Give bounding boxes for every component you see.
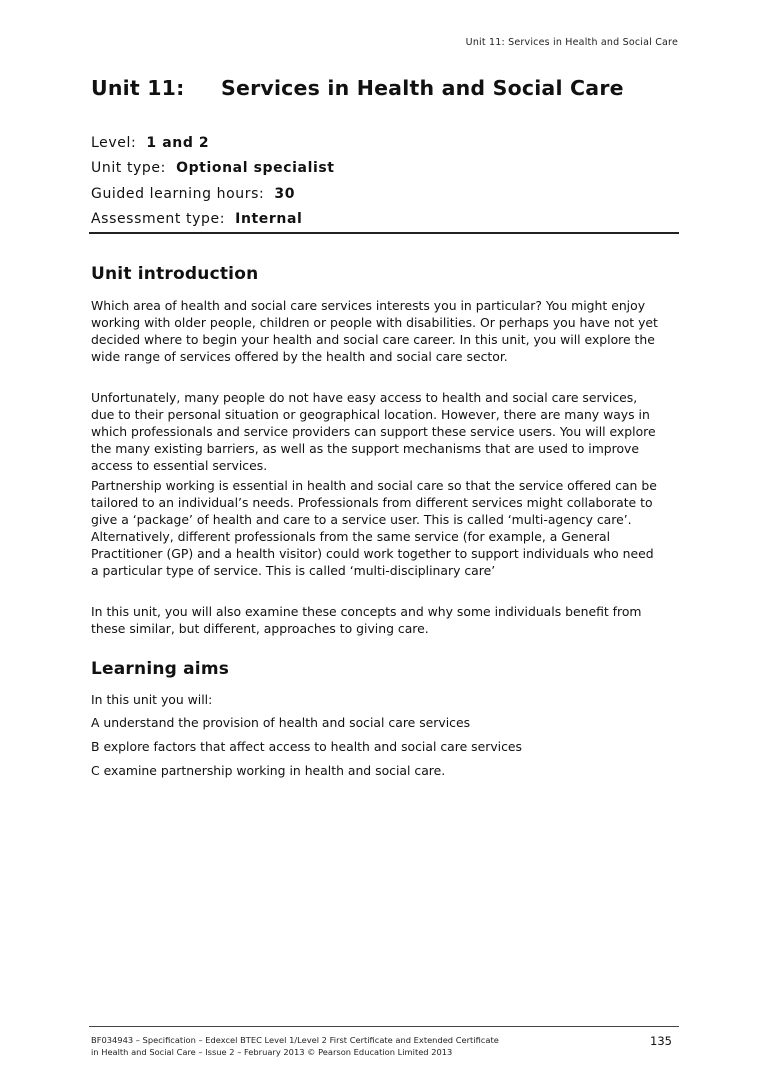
assessment-label: Assessment type: [91,211,226,227]
learning-aim-c: C examine partnership working in health and social care. [91,763,446,778]
footer-line-1: BF034943 – Specification – Edexcel BTEC Level 1/Level 2 First Certificate and Extended Certificate [91,1035,499,1045]
unit-name: Services in Health and Social Care [221,76,624,100]
learning-aim-b: B explore factors that affect access to health and social care services [91,739,522,754]
glh-label: Guided learning hours: [91,186,265,202]
unit-type-label: Unit type: [91,160,166,176]
page-number: 135 [650,1034,672,1048]
level-value: 1 and 2 [146,135,210,151]
footer-line-2: in Health and Social Care – Issue 2 – February 2013 © Pearson Education Limited 2013 [91,1047,453,1057]
unit-title [91,76,681,100]
intro-paragraph-3: Partnership working is essential in health and social care so that the service offered can be tailored to an individual’s needs. Professionals from different services might collaborate to give a ‘package’ of health and care to a service user. This is called ‘multi-agency care’. Alternatively, different professionals from the same service (for example, a General Practitioner (GP) and a health visitor) could work together to support individuals who need a particular type of service. This is called ‘multi-disciplinary care’ [91,478,657,578]
intro-paragraph-1: Which area of health and social care services interests you in particular? You might enjoy working with older people, children or people with disabilities. Or perhaps you have not yet decided where to begin your health and social care career. In this unit, you will explore the wide range of services offered by the health and social care sector. [91,298,658,364]
intro-heading: Unit introduction [91,264,259,284]
learning-aim-a: A understand the provision of health and social care services [91,715,471,730]
intro-paragraph-4: In this unit, you will also examine these concepts and why some individuals benefit from these similar, but different, approaches to giving care. [91,604,642,636]
meta-glh [91,186,295,202]
glh-value: 30 [274,186,296,202]
running-header: Unit 11: Services in Health and Social Care [465,37,678,48]
meta-unit-type [91,160,335,176]
unit-number: Unit 11: [91,76,185,100]
footer-text [91,1034,571,1058]
learning-aims-heading: Learning aims [91,659,230,679]
meta-level [91,135,209,151]
assessment-value: Internal [235,211,303,227]
footer-divider [89,1026,679,1027]
learning-aims-intro: In this unit you will: [91,692,213,707]
header-divider [89,232,679,234]
meta-assessment [91,211,302,227]
unit-type-value: Optional specialist [176,160,335,176]
level-label: Level: [91,135,137,151]
intro-paragraph-2: Unfortunately, many people do not have easy access to health and social care services, due to their personal situation or geographical location. However, there are many ways in which professionals and service providers can support these service users. You will explore the many existing barriers, as well as the support mechanisms that are used to improve access to essential services. [91,390,656,473]
